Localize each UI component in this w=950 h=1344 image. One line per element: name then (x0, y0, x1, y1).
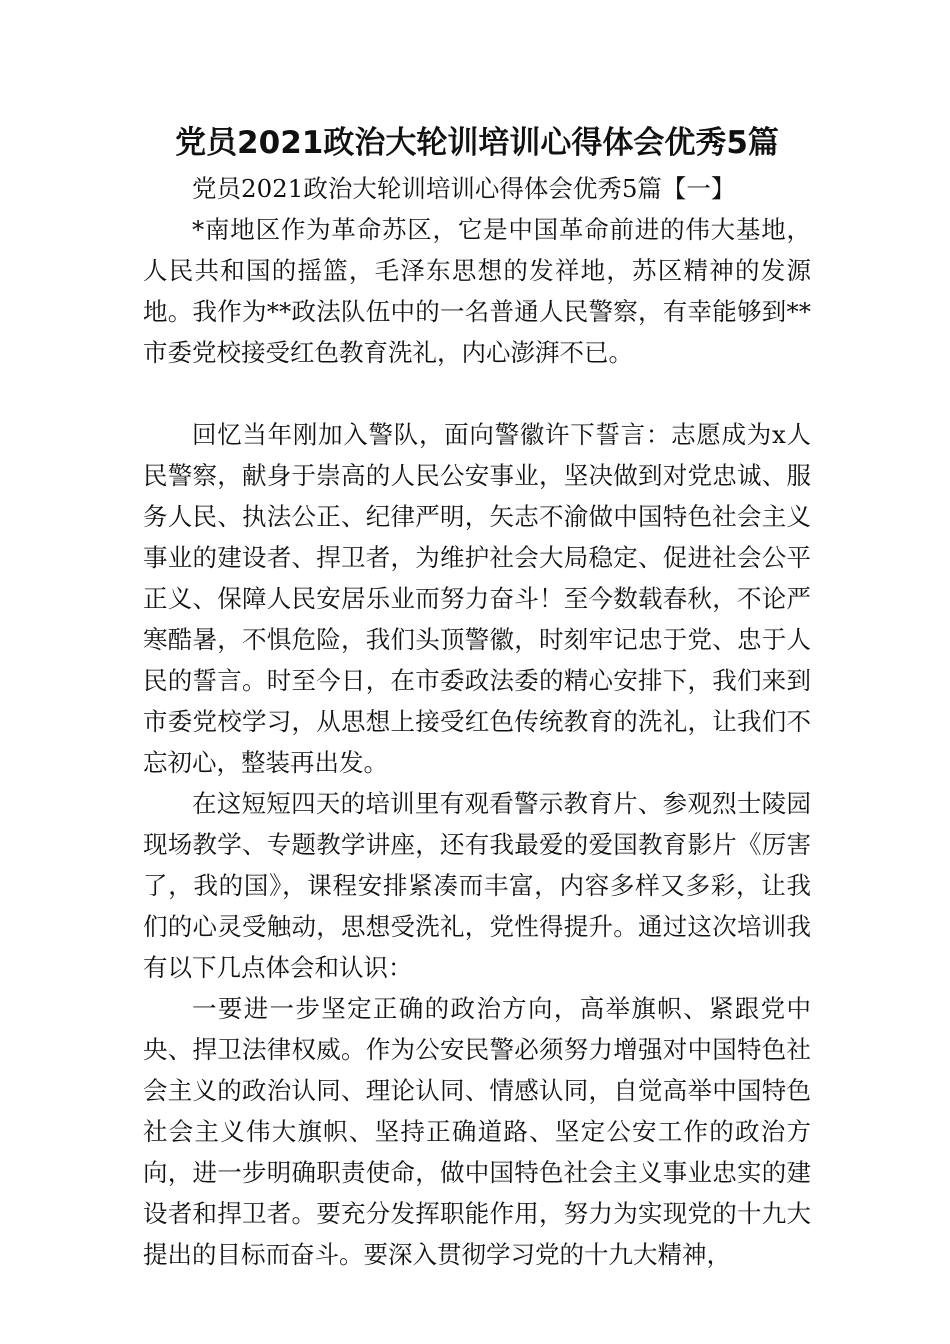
paragraph-2: 回忆当年刚加入警队，面向警徽许下誓言：志愿成为x人民警察，献身于崇高的人民公安事业，坚决做到对党忠诚、服务人民、执法公正、纪律严明，矢志不渝做中国特色社会主义事业的建设者、捍卫者，为维护社会大局稳定、促进社会公平正义、保障人民安居乐业而努力奋斗！至今数载春秋，不论严寒酷暑，不惧危险，我们头顶警徽，时刻牢记忠于党、忠于人民的誓言。时至今日，在市委政法委的精心安排下，我们来到市委党校学习，从思想上接受红色传统教育的洗礼，让我们不忘初心，整装再出发。 (143, 420, 811, 777)
section-subtitle: 党员2021政治大轮训培训心得体会优秀5篇【一】 (192, 174, 736, 203)
document-title: 党员2021政治大轮训培训心得体会优秀5篇 (175, 125, 779, 161)
paragraph-1: *南地区作为革命苏区，它是中国革命前进的伟大基地，人民共和国的摇篮，毛泽东思想的发祥地，苏区精神的发源地。我作为**政法队伍中的一名普通人民警察，有幸能够到**市委党校接受红色教育洗礼，内心澎湃不已。 (143, 215, 811, 367)
paragraph-3: 在这短短四天的培训里有观看警示教育片、参观烈士陵园现场教学、专题教学讲座，还有我最爱的爱国教育影片《厉害了，我的国》，课程安排紧凑而丰富，内容多样又多彩，让我们的心灵受触动，思想受洗礼，党性得提升。通过这次培训我有以下几点体会和认识： (143, 789, 811, 982)
document-page (143, 118, 811, 1275)
blank-line (143, 373, 811, 414)
paragraph-4: 一要进一步坚定正确的政治方向，高举旗帜、紧跟党中央、捍卫法律权威。作为公安民警必须努力增强对中国特色社会主义的政治认同、理论认同、情感认同，自觉高举中国特色社会主义伟大旗帜、坚持正确道路、坚定公安工作的政治方向，进一步明确职责使命，做中国特色社会主义事业忠实的建设者和捍卫者。要充分发挥职能作用，努力为实现党的十九大提出的目标而奋斗。要深入贯彻学习党的十九大精神， (143, 994, 811, 1269)
